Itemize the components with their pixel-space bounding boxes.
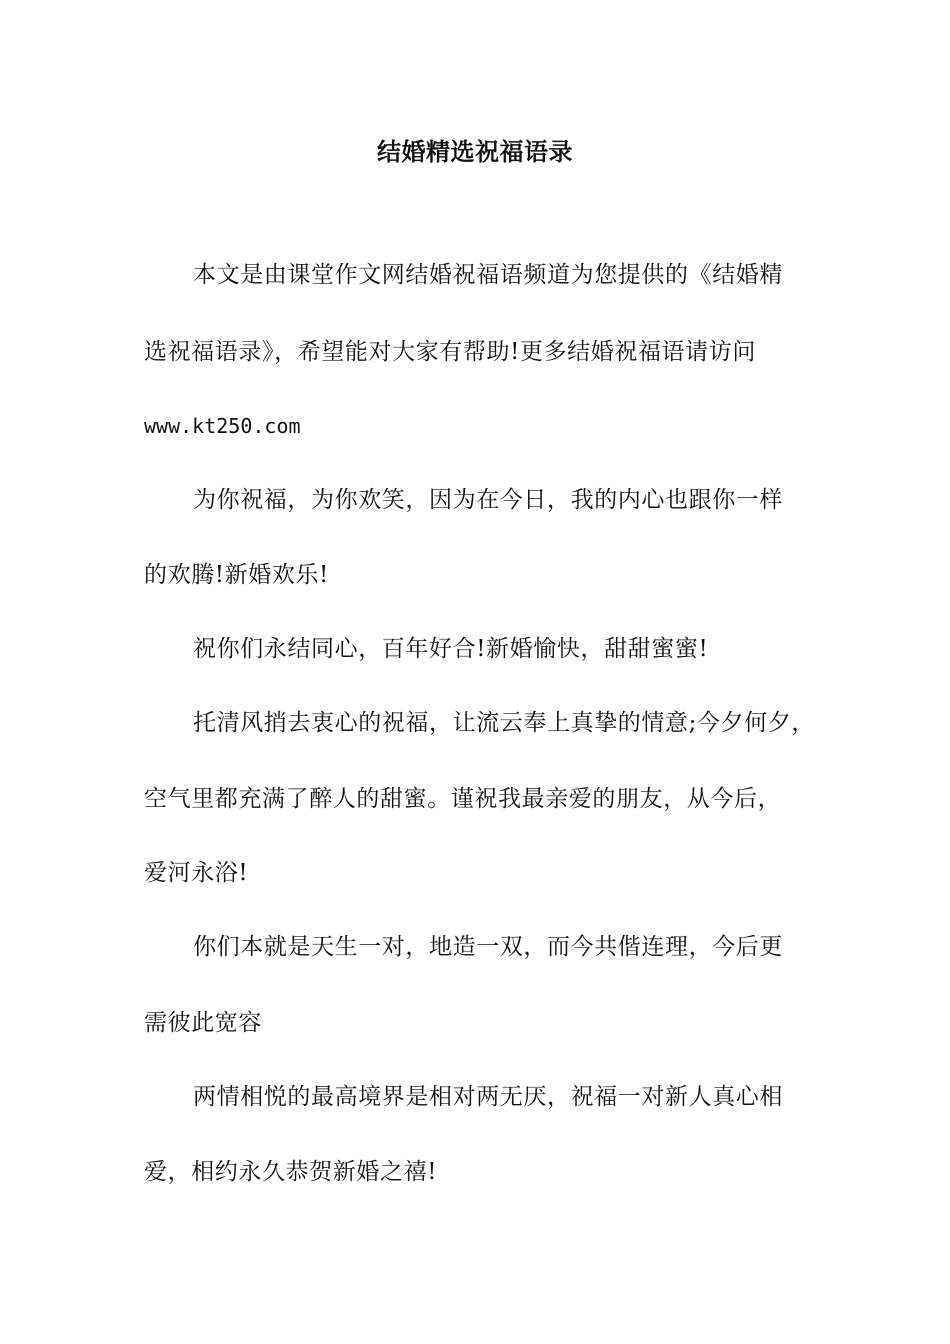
- paragraph-line: 空气里都充满了醉人的甜蜜。谨祝我最亲爱的朋友，从今后，: [144, 786, 782, 812]
- paragraph-line: 祝你们永结同心，百年好合!新婚愉快，甜甜蜜蜜!: [193, 636, 709, 662]
- paragraph-line: 的欢腾!新婚欢乐!: [144, 562, 329, 588]
- paragraph-line: 爱，相约永久恭贺新婚之禧!: [144, 1159, 438, 1185]
- paragraph-line: 为你祝福，为你欢笑，因为在今日，我的内心也跟你一样: [193, 487, 783, 513]
- paragraph-line: 爱河永浴!: [144, 860, 249, 886]
- paragraph-line: 托清风捎去衷心的祝福，让流云奉上真挚的情意;今夕何夕，: [193, 710, 815, 736]
- paragraph-line: 本文是由课堂作文网结婚祝福语频道为您提供的《结婚精: [193, 262, 783, 288]
- paragraph-line: 需彼此宽容: [144, 1010, 262, 1036]
- paragraph-line: 你们本就是天生一对，地造一双，而今共偕连理，今后更: [193, 934, 783, 960]
- document-title: 结婚精选祝福语录: [377, 138, 573, 166]
- paragraph-line: 两情相悦的最高境界是相对两无厌，祝福一对新人真心相: [193, 1084, 783, 1110]
- website-url: www.kt250.com: [144, 414, 301, 438]
- paragraph-line: 选祝福语录》，希望能对大家有帮助!更多结婚祝福语请访问: [144, 339, 756, 365]
